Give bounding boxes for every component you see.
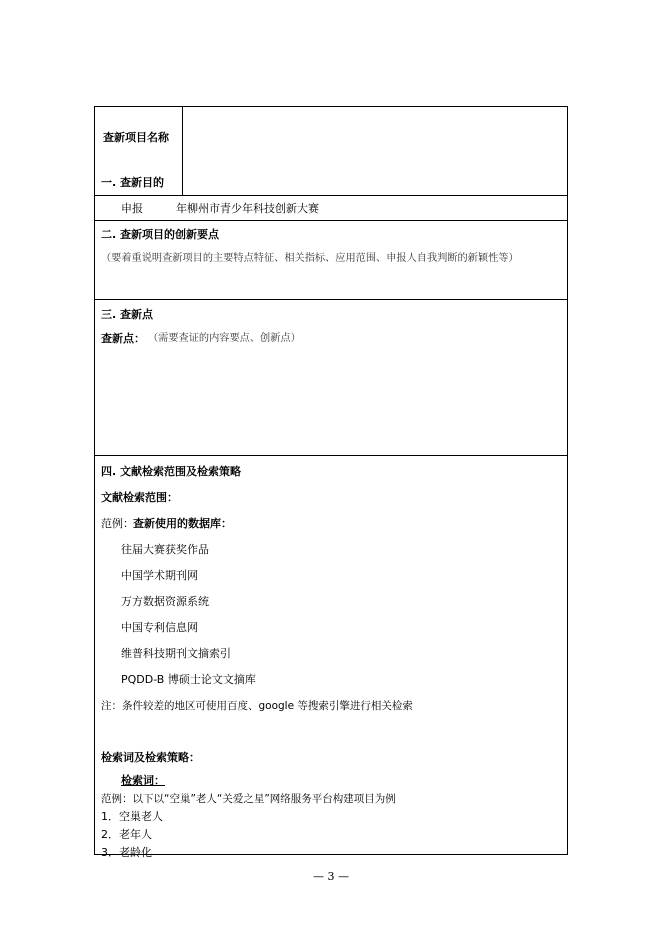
db-item: 往届大赛获奖作品 <box>121 543 209 556</box>
db-item: 中国学术期刊网 <box>121 569 198 582</box>
innovation-row <box>95 221 567 300</box>
strategy-label: 检索词及检索策略： <box>101 751 200 764</box>
novelty-search-form <box>94 106 568 859</box>
purpose-event: 年柳州市青少年科技创新大赛 <box>176 202 319 215</box>
search-point-label: 查新点： <box>101 332 145 345</box>
search-point-row <box>95 300 567 456</box>
purpose-content <box>95 171 567 221</box>
search-point-title: 三. 查新点 <box>101 308 154 321</box>
innovation-note: （要着重说明查新项目的主要特点特征、相关指标、应用范围、申报人自我判断的新颖性等） <box>101 253 519 264</box>
db-label: 查新使用的数据库： <box>133 517 232 530</box>
db-item: 万方数据资源系统 <box>121 595 209 608</box>
literature-title: 四. 文献检索范围及检索策略 <box>101 465 242 478</box>
literature-row <box>95 456 567 859</box>
keyword-item: 3．老龄化 <box>101 846 152 859</box>
purpose-apply-label: 申报 <box>121 202 143 215</box>
keywords-label: 检索词： <box>121 774 165 787</box>
purpose-title-line: 一. 查新目的 <box>101 176 165 189</box>
literature-scope-label: 文献检索范围： <box>101 491 178 504</box>
search-point-note: （需要查证的内容要点、创新点） <box>148 333 301 344</box>
db-note: 注：条件较差的地区可使用百度、google 等搜索引擎进行相关检索 <box>101 700 413 712</box>
db-item: 中国专利信息网 <box>121 621 198 634</box>
keywords-example: 范例：以下以“空巢”老人“关爱之星”网络服务平台构建项目为例 <box>101 793 396 805</box>
keyword-item: 2．老年人 <box>101 828 152 841</box>
db-item: PQDD-B 博硕士论文文摘库 <box>121 673 256 686</box>
innovation-title: 二. 查新项目的创新要点 <box>101 228 220 241</box>
db-example-prefix: 范例： <box>101 517 134 530</box>
page-number: — 3 — <box>313 870 349 883</box>
db-item: 维普科技期刊文摘索引 <box>121 647 231 660</box>
keyword-item: 1．空巢老人 <box>101 810 163 823</box>
project-name-label: 查新项目名称 <box>103 131 169 144</box>
